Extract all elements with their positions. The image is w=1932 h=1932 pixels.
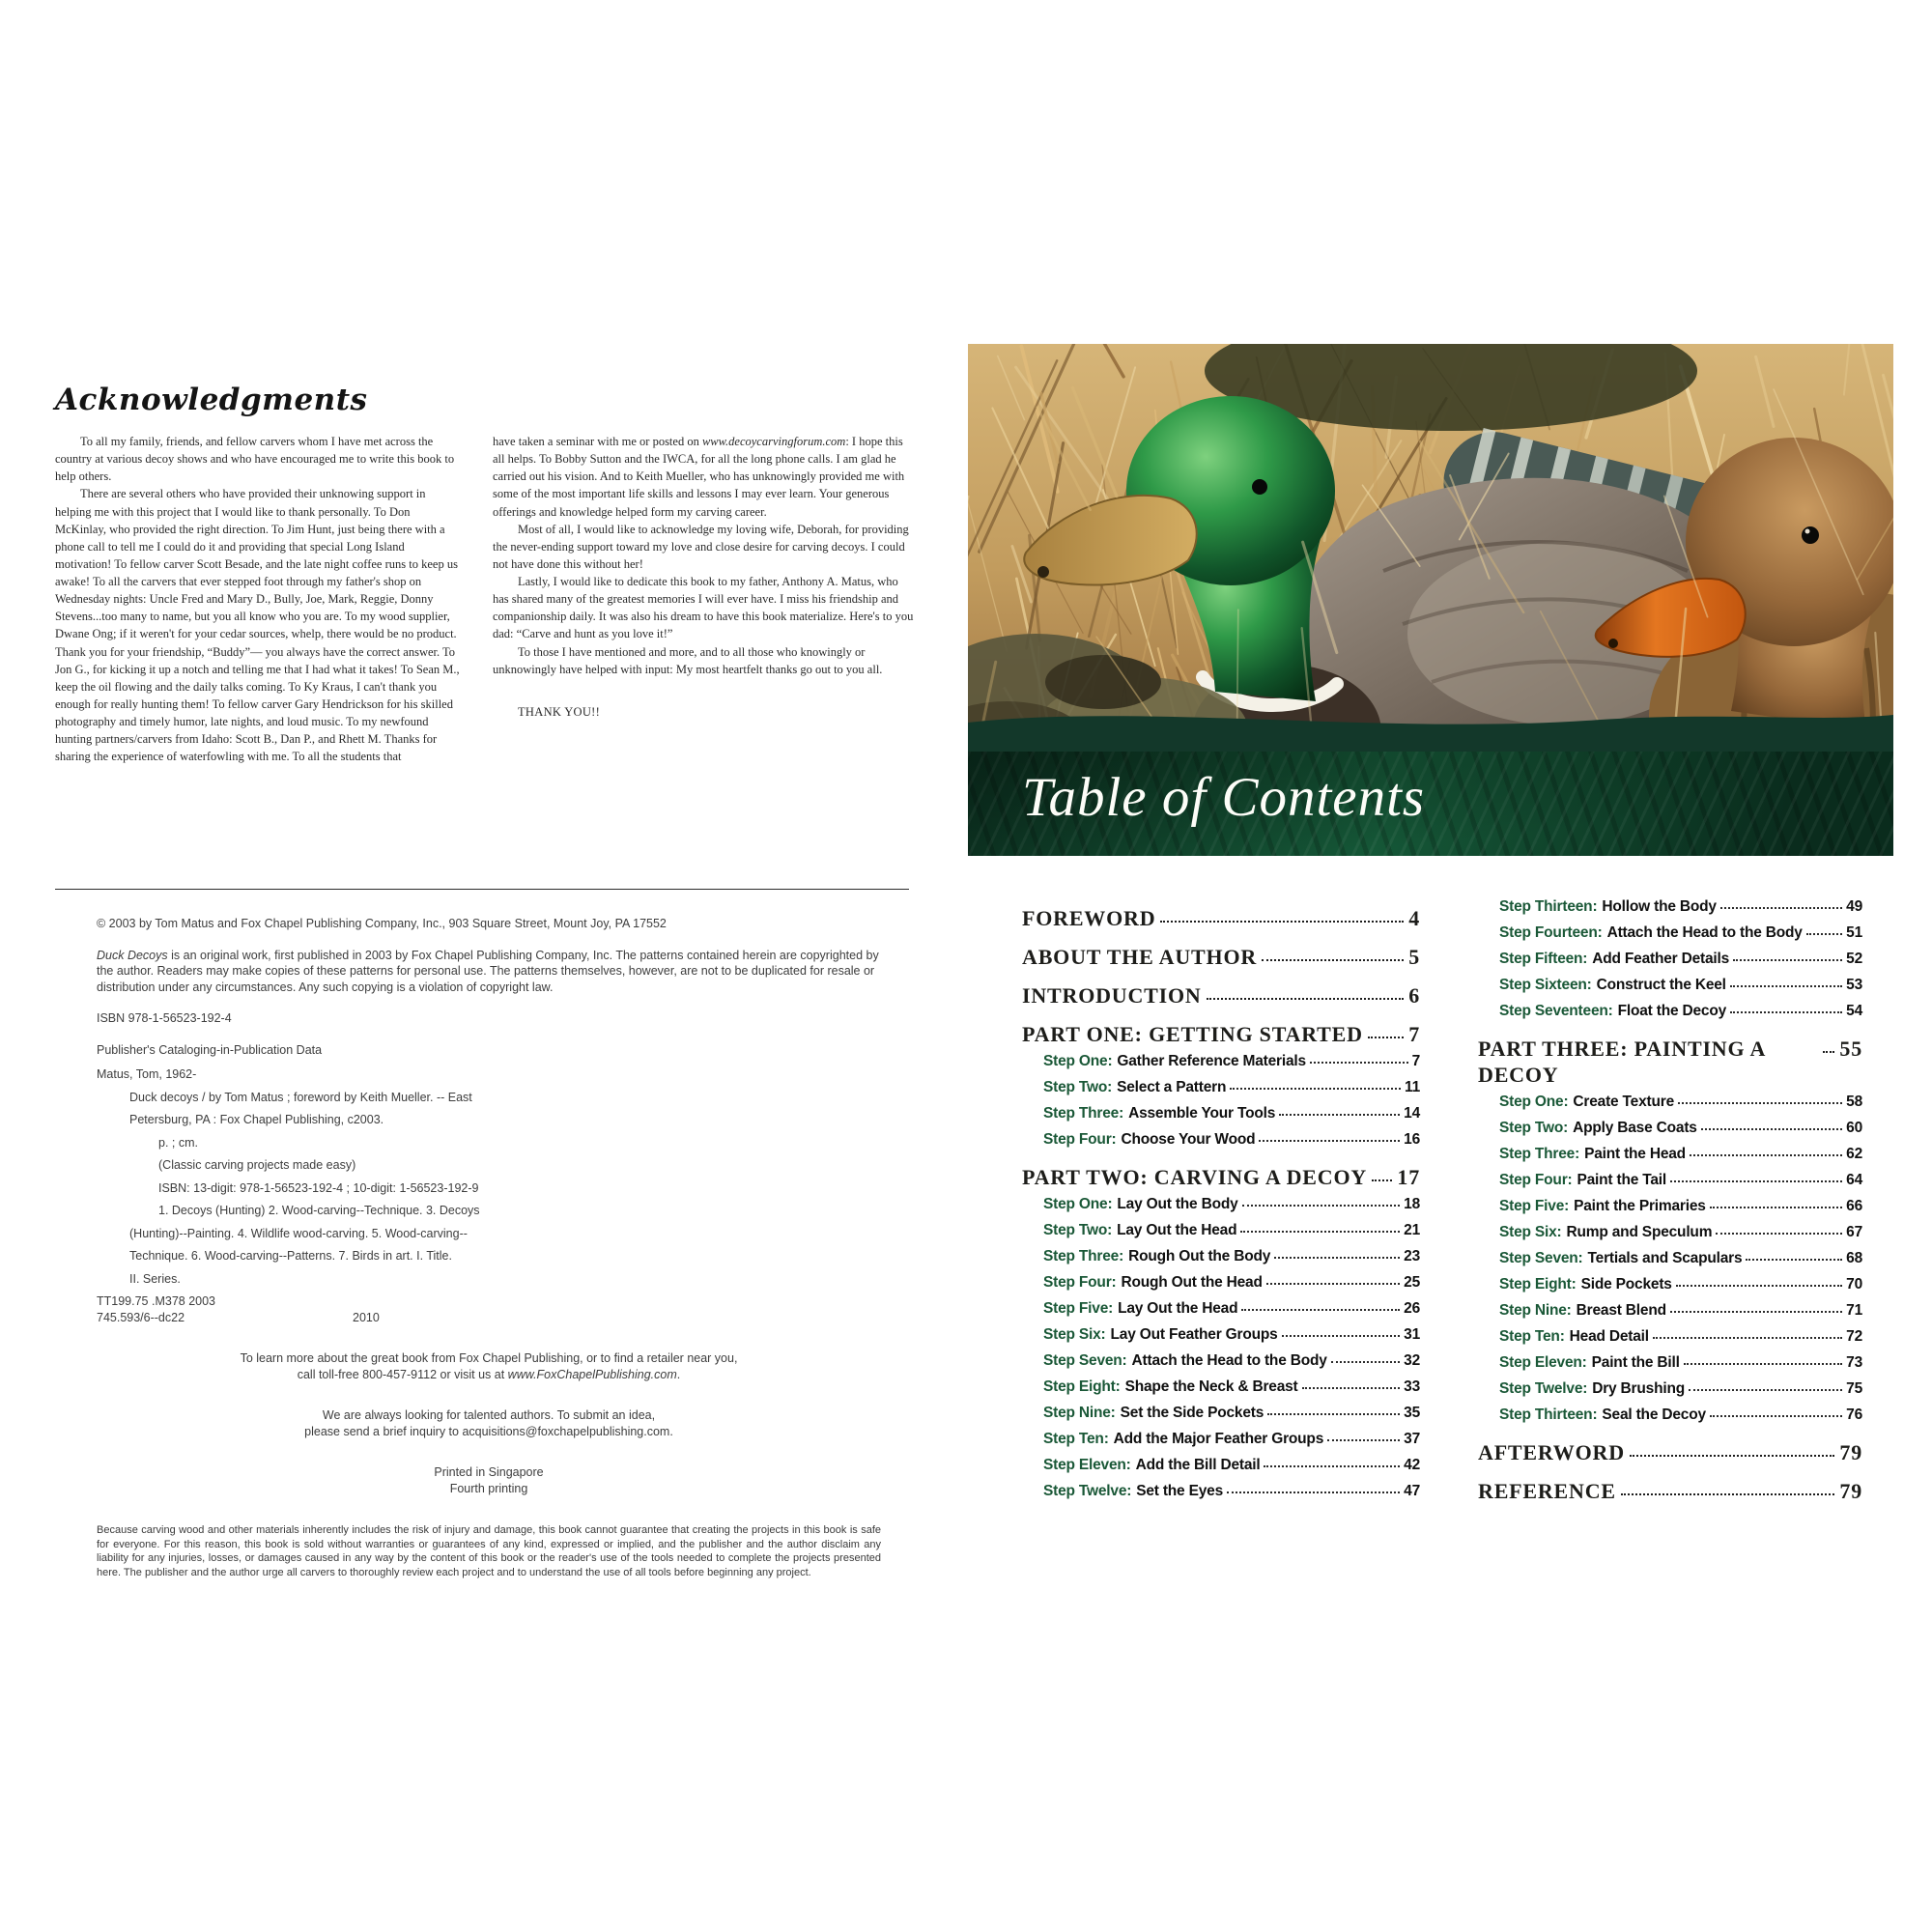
toc-step-page: 68	[1846, 1250, 1862, 1266]
toc-dot-leader	[1730, 1011, 1842, 1013]
toc-dot-leader	[1630, 1455, 1835, 1457]
toc-step-title: Rump and Speculum	[1566, 1224, 1713, 1240]
toc-section-entry	[1022, 937, 1420, 976]
toc-step-page: 18	[1404, 1196, 1420, 1212]
authors-line1: We are always looking for talented authors. To submit an idea,	[322, 1408, 656, 1422]
toc-dot-leader	[1689, 1389, 1842, 1391]
toc-dot-leader	[1266, 1283, 1400, 1285]
toc-step-label: Step Twelve:	[1499, 1380, 1588, 1397]
toc-step-title: Add Feather Details	[1592, 951, 1730, 967]
toc-step-label: Step Thirteen:	[1499, 1406, 1598, 1423]
toc-step-title: Lay Out Feather Groups	[1110, 1326, 1278, 1343]
toc-step-label: Step Ten:	[1043, 1431, 1109, 1447]
toc-step-title: Lay Out the Head	[1118, 1300, 1238, 1317]
thank-you-line: THANK YOU!!	[518, 704, 601, 719]
lcc-number: TT199.75 .M378 2003	[97, 1294, 215, 1308]
toc-step-label: Step Ten:	[1499, 1328, 1565, 1345]
printing-number: Fourth printing	[449, 1481, 528, 1495]
toc-step-entry	[1499, 924, 1862, 941]
toc-entry-page: 4	[1408, 906, 1420, 930]
toc-step-page: 64	[1846, 1172, 1862, 1188]
toc-step-label: Step One:	[1043, 1053, 1113, 1069]
toc-step-page: 76	[1846, 1406, 1862, 1423]
toc-step-label: Step Five:	[1043, 1300, 1114, 1317]
toc-step-title: Set the Eyes	[1136, 1483, 1223, 1499]
toc-step-page: 21	[1404, 1222, 1420, 1238]
website-text: www.decoycarvingforum.com	[701, 435, 846, 448]
publisher-website: www.FoxChapelPublishing.com	[507, 1367, 677, 1381]
toc-dot-leader	[1823, 1051, 1834, 1053]
toc-dot-leader	[1730, 985, 1842, 987]
toc-dot-leader	[1310, 1062, 1408, 1064]
toc-step-title: Tertials and Scapulars	[1587, 1250, 1743, 1266]
toc-dot-leader	[1670, 1311, 1842, 1313]
toc-dot-leader	[1621, 1493, 1835, 1495]
toc-step-entry	[1499, 1146, 1862, 1162]
toc-step-entry	[1043, 1248, 1420, 1264]
toc-step-title: Attach the Head to the Body	[1606, 924, 1803, 941]
toc-dot-leader	[1684, 1363, 1842, 1365]
authors-note	[97, 1407, 881, 1439]
toc-entry-page: 55	[1839, 1037, 1862, 1061]
cip-line: Duck decoys / by Tom Matus ; foreword by Keith Mueller. -- East	[129, 1090, 472, 1104]
toc-step-page: 25	[1404, 1274, 1420, 1291]
dewey-number: 745.593/6--dc22	[97, 1310, 185, 1324]
toc-step-page: 52	[1846, 951, 1862, 967]
toc-dot-leader	[1733, 959, 1842, 961]
printed-in: Printed in Singapore	[434, 1465, 544, 1479]
toc-step-title: Seal the Decoy	[1602, 1406, 1706, 1423]
divider-line	[55, 889, 909, 890]
toc-dot-leader	[1331, 1361, 1400, 1363]
toc-step-entry	[1043, 1196, 1420, 1212]
toc-section-entry	[1478, 1029, 1862, 1094]
drake-eye	[1252, 479, 1267, 495]
toc-step-title: Rough Out the Head	[1121, 1274, 1263, 1291]
cip-line: Petersburg, PA : Fox Chapel Publishing, c2003.	[129, 1113, 384, 1126]
toc-step-entry	[1499, 1380, 1862, 1397]
toc-step-page: 49	[1846, 898, 1862, 915]
book-title: Duck Decoys	[97, 948, 168, 962]
cip-line: Matus, Tom, 1962-	[97, 1067, 197, 1081]
decoys-photo-illustration	[968, 344, 1893, 752]
toc-step-title: Paint the Head	[1584, 1146, 1686, 1162]
toc-step-entry	[1499, 1198, 1862, 1214]
toc-banner	[968, 752, 1893, 856]
toc-step-entry	[1043, 1431, 1420, 1447]
toc-step-title: Construct the Keel	[1596, 977, 1726, 993]
toc-step-entry	[1043, 1457, 1420, 1473]
toc-step-page: 14	[1404, 1105, 1420, 1122]
acknowledgments-paragraph	[493, 433, 915, 521]
toc-step-entry	[1043, 1300, 1420, 1317]
toc-step-entry	[1043, 1222, 1420, 1238]
hen-bill-nail	[1608, 639, 1618, 648]
hen-eye	[1802, 526, 1819, 544]
learn-more-line1: To learn more about the great book from Fox Chapel Publishing, or to find a retailer near you,	[240, 1351, 738, 1365]
toc-dot-leader	[1676, 1285, 1842, 1287]
toc-section-entry	[1022, 898, 1420, 937]
toc-step-entry	[1499, 1120, 1862, 1136]
toc-step-label: Step Five:	[1499, 1198, 1570, 1214]
cip-line: II. Series.	[129, 1271, 181, 1286]
toc-step-title: Side Pockets	[1580, 1276, 1672, 1293]
toc-step-label: Step Fourteen:	[1499, 924, 1603, 941]
toc-step-entry	[1043, 1326, 1420, 1343]
toc-dot-leader	[1710, 1207, 1842, 1208]
toc-step-label: Step Three:	[1499, 1146, 1580, 1162]
toc-step-title: Assemble Your Tools	[1128, 1105, 1276, 1122]
toc-step-label: Step Fifteen:	[1499, 951, 1588, 967]
toc-step-entry	[1499, 1003, 1862, 1019]
toc-step-title: Set the Side Pockets	[1120, 1405, 1264, 1421]
toc-step-entry	[1499, 1250, 1862, 1266]
toc-step-entry	[1499, 1354, 1862, 1371]
toc-step-title: Lay Out the Body	[1117, 1196, 1238, 1212]
toc-dot-leader	[1240, 1231, 1400, 1233]
toc-dot-leader	[1241, 1309, 1400, 1311]
dewey-line	[97, 1310, 881, 1326]
toc-section-entry	[1478, 1471, 1862, 1510]
toc-step-entry	[1499, 1172, 1862, 1188]
toc-column-right	[1478, 898, 1862, 1510]
toc-step-entry	[1043, 1053, 1420, 1069]
paragraph-text: : I hope this all helps. To Bobby Sutton and the IWCA, for all the long phone calls. I am glad he carried out his vision. And to Keith Mueller, who has unknowingly provided me with some of the most important life skills and lessons I may ever learn. Your generous offerings and knowledge helped form my carving career.	[493, 435, 905, 519]
toc-dot-leader	[1274, 1257, 1400, 1259]
toc-step-entry	[1499, 1094, 1862, 1110]
toc-step-page: 37	[1404, 1431, 1420, 1447]
toc-dot-leader	[1372, 1179, 1392, 1181]
toc-step-label: Step Twelve:	[1043, 1483, 1132, 1499]
cip-line: p. ; cm.	[158, 1135, 198, 1150]
printing-info	[97, 1464, 881, 1496]
toc-step-label: Step Nine:	[1043, 1405, 1116, 1421]
rights-paragraph	[97, 948, 881, 996]
toc-step-title: Add the Bill Detail	[1135, 1457, 1261, 1473]
toc-step-entry	[1043, 1352, 1420, 1369]
toc-step-page: 71	[1846, 1302, 1862, 1319]
toc-entry-label: PART THREE: PAINTING A DECOY	[1478, 1037, 1765, 1087]
toc-step-page: 32	[1404, 1352, 1420, 1369]
toc-dot-leader	[1678, 1102, 1842, 1104]
acknowledgments-column-2	[493, 433, 915, 721]
toc-dot-leader	[1710, 1415, 1842, 1417]
copyright-block	[97, 916, 881, 1580]
toc-step-page: 66	[1846, 1198, 1862, 1214]
toc-step-title: Lay Out the Head	[1117, 1222, 1237, 1238]
rights-text: is an original work, first published in 2003 by Fox Chapel Publishing Company, Inc. The patterns contained herein are copyrighted by the author. Readers may make copies of these patterns for personal use. The patterns themselves, however, are not to be duplicated for resale or distribution under any circumstances. Any such copying is a violation of copyright law.	[97, 948, 879, 994]
toc-step-page: 23	[1404, 1248, 1420, 1264]
toc-step-title: Hollow the Body	[1602, 898, 1717, 915]
toc-step-entry	[1043, 1405, 1420, 1421]
decoys-photo	[968, 344, 1893, 752]
toc-step-entry	[1043, 1079, 1420, 1095]
toc-step-title: Choose Your Wood	[1121, 1131, 1256, 1148]
toc-step-title: Apply Base Coats	[1573, 1120, 1697, 1136]
toc-dot-leader	[1267, 1413, 1400, 1415]
toc-step-title: Shape the Neck & Breast	[1124, 1378, 1298, 1395]
toc-dot-leader	[1368, 1037, 1404, 1038]
toc-step-title: Float the Decoy	[1617, 1003, 1727, 1019]
toc-section-entry	[1022, 1014, 1420, 1053]
toc-step-page: 7	[1411, 1053, 1420, 1069]
toc-step-entry	[1043, 1131, 1420, 1148]
toc-step-entry	[1043, 1105, 1420, 1122]
toc-dot-leader	[1720, 907, 1842, 909]
toc-step-label: Step Four:	[1499, 1172, 1573, 1188]
edition-year: 2010	[353, 1310, 380, 1324]
copyright-line: © 2003 by Tom Matus and Fox Chapel Publishing Company, Inc., 903 Square Street, Mount Joy, PA 17552	[97, 917, 667, 930]
toc-step-label: Step Seven:	[1499, 1250, 1583, 1266]
toc-step-label: Step Three:	[1043, 1105, 1124, 1122]
toc-step-label: Step Seventeen:	[1499, 1003, 1613, 1019]
toc-section-entry	[1478, 1433, 1862, 1471]
toc-step-title: Create Texture	[1573, 1094, 1675, 1110]
toc-entry-page: 5	[1408, 945, 1420, 969]
toc-step-page: 73	[1846, 1354, 1862, 1371]
toc-step-entry	[1043, 1378, 1420, 1395]
toc-step-entry	[1499, 977, 1862, 993]
toc-dot-leader	[1701, 1128, 1842, 1130]
acknowledgments-paragraph: To all my family, friends, and fellow carvers whom I have met across the country at various decoy shows and who have encouraged me to write this book to help others.	[55, 435, 455, 484]
isbn-line: ISBN 978-1-56523-192-4	[97, 1011, 232, 1025]
toc-step-page: 53	[1846, 977, 1862, 993]
toc-step-entry	[1499, 898, 1862, 915]
toc-entry-page: 79	[1839, 1479, 1862, 1503]
toc-dot-leader	[1207, 998, 1405, 1000]
acknowledgments-column-1	[55, 433, 464, 765]
toc-step-page: 35	[1404, 1405, 1420, 1421]
toc-step-entry	[1499, 1406, 1862, 1423]
toc-step-label: Step Two:	[1043, 1079, 1113, 1095]
safety-disclaimer: Because carving wood and other materials inherently includes the risk of injury and damage, this book cannot guarantee that creating the projects in this book is safe for everyone. For this reason, this book is sold without warranties or guarantees of any kind, expressed or implied, and the publisher and the author disclaim any liability for any injuries, losses, or damages caused in any way by the content of this book or the reader's use of the tools needed to complete the projects presented here. The publisher and the author urge all carvers to thoroughly review each project and to understand the use of all tools before beginning any project.	[97, 1524, 881, 1578]
toc-step-title: Attach the Head to the Body	[1131, 1352, 1327, 1369]
toc-entry-label: PART TWO: CARVING A DECOY	[1022, 1165, 1368, 1189]
cip-heading: Publisher's Cataloging-in-Publication Data	[97, 1042, 323, 1057]
toc-step-title: Rough Out the Body	[1128, 1248, 1271, 1264]
toc-step-label: Step Three:	[1043, 1248, 1124, 1264]
toc-step-page: 51	[1846, 924, 1862, 941]
toc-step-title: Paint the Primaries	[1574, 1198, 1706, 1214]
toc-entry-label: PART ONE: GETTING STARTED	[1022, 1022, 1363, 1046]
toc-step-page: 60	[1846, 1120, 1862, 1136]
toc-step-page: 75	[1846, 1380, 1862, 1397]
cip-line: (Hunting)--Painting. 4. Wildlife wood-carving. 5. Wood-carving--	[129, 1226, 468, 1240]
toc-dot-leader	[1806, 933, 1842, 935]
toc-dot-leader	[1327, 1439, 1400, 1441]
toc-step-page: 67	[1846, 1224, 1862, 1240]
toc-dot-leader	[1230, 1088, 1401, 1090]
toc-entry-label: INTRODUCTION	[1022, 983, 1202, 1008]
toc-step-page: 70	[1846, 1276, 1862, 1293]
toc-step-page: 11	[1405, 1079, 1420, 1095]
toc-step-page: 62	[1846, 1146, 1862, 1162]
toc-dot-leader	[1716, 1233, 1842, 1235]
acknowledgments-paragraph: There are several others who have provided their unknowing support in helping me with this project that I would like to thank personally. To Don McKinlay, who provided the right direction. To Jim Hunt, just being there with a phone call to tell me I could do it and providing that special Long Island motivation! To fellow carver Scott Besade, and the late night coffee runs to keep us awake! To all the carvers that ever stepped foot through my father's shop on Wednesday nights: Uncle Fred and Mary D., Bully, Joe, Mark, Reggie, Donny Stevens...too many to name, but you all know who you are. To my wood supplier, Dwane Ong; if it weren't for your cedar sources, whelp, there would be no product. Thank you for your friendship, “Buddy”— you always have the correct answer. To Jon G., for kicking it up a notch and telling me that I had what it takes! To Sean M., keep the oil flowing and the daily talks coming. To Ky Kraus, I can't thank you enough for really hunting them! To fellow carver Gary Hendrickson for his skilled photography and timely humor, late nights, and loud music. To my newfound hunting partners/carvers from Idaho: Scott B., Dan P., and Rhett M. Thanks for sharing the experience of waterfowling with me. To all the students that	[55, 487, 460, 764]
toc-dot-leader	[1279, 1114, 1400, 1116]
cip-line: 1. Decoys (Hunting) 2. Wood-carving--Technique. 3. Decoys	[158, 1204, 480, 1217]
toc-step-page: 58	[1846, 1094, 1862, 1110]
toc-step-label: Step Thirteen:	[1499, 898, 1598, 915]
toc-step-entry	[1499, 1224, 1862, 1240]
toc-step-title: Paint the Tail	[1577, 1172, 1667, 1188]
toc-title: Table of Contents	[1022, 767, 1426, 828]
toc-step-entry	[1043, 1274, 1420, 1291]
toc-step-label: Step Six:	[1043, 1326, 1106, 1343]
toc-step-label: Step Two:	[1499, 1120, 1569, 1136]
toc-step-title: Paint the Bill	[1591, 1354, 1680, 1371]
toc-step-label: Step Four:	[1043, 1274, 1117, 1291]
toc-step-entry	[1499, 1276, 1862, 1293]
cip-line: (Classic carving projects made easy)	[158, 1158, 356, 1172]
toc-dot-leader	[1264, 1465, 1400, 1467]
toc-step-page: 31	[1404, 1326, 1420, 1343]
toc-step-title: Breast Blend	[1576, 1302, 1666, 1319]
toc-entry-page: 7	[1408, 1022, 1420, 1046]
cip-line: Technique. 6. Wood-carving--Patterns. 7. Birds in art. I. Title.	[129, 1249, 452, 1263]
toc-step-label: Step Nine:	[1499, 1302, 1572, 1319]
toc-step-page: 33	[1404, 1378, 1420, 1395]
period: .	[676, 1367, 681, 1381]
toc-step-title: Add the Major Feather Groups	[1113, 1431, 1324, 1447]
toc-step-label: Step Eight:	[1499, 1276, 1577, 1293]
toc-step-title: Gather Reference Materials	[1117, 1053, 1306, 1069]
authors-line2: please send a brief inquiry to acquisitions@foxchapelpublishing.com.	[304, 1424, 673, 1438]
toc-column-left	[1022, 898, 1420, 1509]
toc-entry-label: REFERENCE	[1478, 1479, 1616, 1503]
toc-dot-leader	[1242, 1205, 1401, 1207]
acknowledgments-heading: Acknowledgments	[55, 383, 368, 417]
toc-step-page: 42	[1404, 1457, 1420, 1473]
toc-entry-label: AFTERWORD	[1478, 1440, 1625, 1464]
toc-dot-leader	[1746, 1259, 1842, 1261]
toc-entry-page: 79	[1839, 1440, 1862, 1464]
toc-step-label: Step Two:	[1043, 1222, 1113, 1238]
toc-step-label: Step Sixteen:	[1499, 977, 1592, 993]
toc-step-entry	[1499, 1328, 1862, 1345]
learn-more-note	[97, 1350, 881, 1382]
toc-dot-leader	[1259, 1140, 1400, 1142]
toc-dot-leader	[1227, 1492, 1400, 1493]
toc-entry-label: ABOUT THE AUTHOR	[1022, 945, 1258, 969]
toc-step-page: 72	[1846, 1328, 1862, 1345]
toc-step-page: 54	[1846, 1003, 1862, 1019]
acknowledgments-paragraph: Most of all, I would like to acknowledge my loving wife, Deborah, for providing the never-ending support toward my love and close desire for carving decoys. I could not have done this without her!	[493, 522, 909, 571]
toc-step-page: 47	[1404, 1483, 1420, 1499]
toc-step-entry	[1043, 1483, 1420, 1499]
toc-dot-leader	[1670, 1180, 1842, 1182]
toc-step-entry	[1499, 1302, 1862, 1319]
toc-step-title: Dry Brushing	[1592, 1380, 1685, 1397]
toc-step-page: 16	[1404, 1131, 1420, 1148]
hen-eye-glint	[1805, 529, 1810, 534]
cip-line: ISBN: 13-digit: 978-1-56523-192-4 ; 10-digit: 1-56523-192-9	[158, 1180, 479, 1195]
toc-step-label: Step One:	[1043, 1196, 1113, 1212]
toc-step-label: Step Six:	[1499, 1224, 1562, 1240]
toc-dot-leader	[1302, 1387, 1401, 1389]
toc-step-label: Step Eight:	[1043, 1378, 1121, 1395]
toc-step-title: Select a Pattern	[1117, 1079, 1227, 1095]
toc-dot-leader	[1262, 959, 1404, 961]
toc-step-label: Step Eleven:	[1499, 1354, 1587, 1371]
toc-step-title: Head Detail	[1569, 1328, 1649, 1345]
toc-dot-leader	[1282, 1335, 1401, 1337]
toc-step-label: Step One:	[1499, 1094, 1569, 1110]
acknowledgments-paragraph: To those I have mentioned and more, and to all those who knowingly or unknowingly have helped with input: My most heartfelt thanks go out to you all.	[493, 644, 883, 676]
toc-section-entry	[1022, 976, 1420, 1014]
toc-section-entry	[1022, 1157, 1420, 1196]
toc-dot-leader	[1160, 921, 1404, 923]
drake-bill-nail	[1037, 566, 1049, 578]
toc-entry-label: FOREWORD	[1022, 906, 1156, 930]
toc-step-entry	[1499, 951, 1862, 967]
cip-data	[97, 1066, 881, 1287]
toc-step-label: Step Seven:	[1043, 1352, 1127, 1369]
toc-dot-leader	[1690, 1154, 1842, 1156]
toc-entry-page: 6	[1408, 983, 1420, 1008]
toc-entry-page: 17	[1397, 1165, 1420, 1189]
acknowledgments-paragraph: Lastly, I would like to dedicate this book to my father, Anthony A. Matus, who has shared many of the greatest memories I will ever have. I miss his friendship and companionship daily. It was also his dream to have this book materialize. Here's to you dad: “Carve and hunt as you love it!”	[493, 575, 914, 641]
learn-more-line2: call toll-free 800-457-9112 or visit us at	[297, 1367, 508, 1381]
paragraph-text: have taken a seminar with me or posted on	[493, 435, 702, 448]
toc-step-label: Step Four:	[1043, 1131, 1117, 1148]
toc-dot-leader	[1653, 1337, 1842, 1339]
toc-step-page: 26	[1404, 1300, 1420, 1317]
toc-step-label: Step Eleven:	[1043, 1457, 1131, 1473]
